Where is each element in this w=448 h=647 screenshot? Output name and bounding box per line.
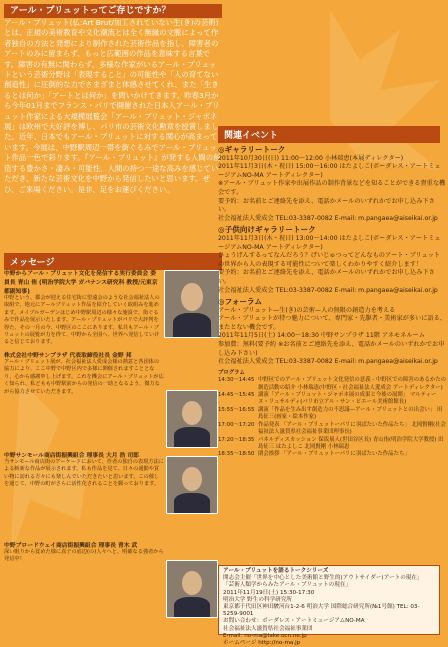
program-text: 作品発表 「アール・ブリュットーパリに羽ばたいた作品たち」 北岡賢剛(社会福祉法人滋賀県社会福祉事業団理事長)	[258, 421, 446, 436]
talk-line: 社会福祉法人滋賀県社会福祉事業団	[223, 625, 313, 632]
message-heading: メッセージ	[4, 253, 222, 270]
table-row	[218, 392, 446, 407]
program-time: 17:00〜17:20	[218, 421, 255, 428]
events-section	[218, 126, 446, 566]
event-body: 2011年11月3日(木・祝日) 13:00〜14:00 はたよしこ(ボーダレス・アートミュージアムNO-MA アートディレクター) ひょうげんするってなんだろう？げいじゅつってどんなものアート・ブリュットの世界から人の表現する可能性について楽しくわかりやすく紹介します！ 要予約：お名前とご連絡先を添え、電話かメールのいずれかでお申し込み下さい。 社会福祉法人愛成会 TEL:03-3387-0082 E-mail: m.pangaea@aiseikai.or.jp	[218, 234, 441, 294]
message-title: 中野ブロードウェイ商店街振興組合 理事長 青木 武	[4, 543, 138, 549]
program-time: 17:20〜18:35	[218, 436, 255, 443]
talk-line: 明治大学 野生の科学研究所	[223, 596, 292, 603]
event-body: アール・ブリュット—生(き)の芸術—人の無限の創造力を考える アール・ブリュットが持つ魅力について、専門家・先駆者・美術家が多いに語る、またとない機会です。 2011年11月5日(土) 14:00〜18:30 中野サンプラザ 11階 アネモネルーム 参加費：無料(要予約 ※お名前とご連絡先を添え、電話かメールのいずれかでお申し込み下さい) 社会福祉法人愛成会 TEL:03-3387-0082 E-mail: m.pangaea@aiseikai.or.jp	[218, 306, 446, 366]
message-entry	[4, 540, 164, 564]
talk-line: 「芸術人類学からみたアール・ブリュットの現在」	[223, 582, 351, 589]
table-row	[218, 407, 446, 422]
message-body: アール・ブリュット展が、社会福祉法人愛成会様の熱意と各団体の協力により、ここ中野で中野区内で多様に開催されますこととなり、心から感謝申し上げます。これを機会にアール・ブリュットが広く知られ、私どもも中野駅前からの発信の一助となるよう、微力ながら協力させていただきます。	[4, 359, 164, 395]
events-heading: 関連イベント	[218, 126, 440, 143]
message-entry	[4, 268, 160, 347]
event-item	[218, 226, 446, 295]
program-text: 中野区でのアール・ブリュット文化発信の意義 - 中野区での障害のあるかたの創造活動の紹介 小林瑞恵(中野区・社会福祉法人愛成会 アートディレクター)	[258, 377, 447, 391]
program-text: パネルディスカッション 保坂展人(世田谷区長) 青山侑(明治学院大学教授) 田島征三 はたよしこ 北岡賢剛 小林瑞恵	[258, 436, 444, 450]
message-title: 中野からアール・ブリュット文化を発信する実行委員会 委員長 青山 侑 (明治学院大学 ガバナンス研究科 教授/元東京都副知事)	[4, 271, 158, 295]
speaker-photo	[166, 390, 218, 448]
talk-line: E-mail: no-ma@lake.ocn.ne.jp	[223, 632, 307, 639]
message-entry	[4, 450, 164, 489]
speaker-photo	[166, 456, 218, 514]
program-text: 講演「作品を生み出す創造力の不思議—アール・ブリュットとの出会い」 田島征三(画家・絵本作家)	[258, 406, 443, 421]
program-text: 講演「アール・ブリュット・ジャポネ展の成果と今後の展開」 マルティーヌ・リュサルディ(パリ市立アル・サン・ピエール美術館館長)	[258, 392, 437, 406]
speaker-photo	[164, 270, 220, 338]
talk-line: 東京都千代田区神田駿河台1-2-6 明治大学 国際総合研究所(№1号館) TEL: 03-5259-9001	[223, 604, 420, 618]
table-row	[218, 422, 446, 437]
program-label: プログラム	[218, 369, 245, 376]
message-body: 当サンモール商店街のアーケードにおいて、作者の独自の表現方法による斬新な作品が展示されます。私も作品を見て、日々の通勤や買い物に訪れる方々にも楽しんでいただきたいと思います。この催しを通じて、中野の町がさらに活性化されることを願っております。	[4, 459, 164, 488]
talk-line: 開志会主催「世界を中心とした美術館と野生的(アウトサイダー)アートの現在」	[223, 575, 423, 582]
talk-line: お問い合わせ：ボーダレス・アートミュージアムNO-MA	[223, 618, 365, 625]
program-time: 18:35〜18:50	[218, 451, 255, 458]
program-text: 閉会挨拶 「アール・ブリュットーパリに羽ばたいた作品たち」	[258, 451, 410, 458]
table-row	[218, 377, 446, 392]
event-item	[218, 146, 446, 223]
talk-line: ホームページ http://no-ma.jp	[223, 640, 301, 647]
message-body: 深い眠りから覚めた様に真子の底辺(の)人々へと、明確なる強者から発信中！	[4, 549, 164, 563]
program-time: 14:45〜15:45	[218, 392, 255, 399]
intro-heading: アール・ブリュットってご存じですか？	[4, 4, 222, 18]
program-table	[218, 370, 446, 459]
talk-series-heading: アール・ブリュットを語るトークシリーズ	[223, 568, 329, 574]
message-title: 中野サンモール商店街振興組合 理事長 大月 浩 司郎	[4, 453, 139, 459]
talk-line: 2011年11月19日(土) 15:30-17:30	[223, 589, 315, 596]
message-title: 株式会社中野サンプラザ 代表取締役社長 金野 邦	[4, 353, 132, 359]
talk-series-box	[218, 565, 440, 647]
message-body: 中野という、都会が迎える住宅街に望遠会のような社会福祉法人の取組で、地元にアールブリュット作品を紹介していく取組みを進めます。メイブルガーデンはじめ中野駅周辺の様々な施設で、街ぐるみで作品を展示いたします。アール・ブリュットがパリで大評判を得た、その一月の今、中野区のここにあります。私共もアール・ブリュットの展覧が力を得て、中野から全国へ、世界へ発信していけると信じております。	[4, 295, 160, 346]
event-body: 2011年10月30日(日) 11:00〜12:00 小林瑞恵(本展ディレクター) 2011年11月3日(木・祝日) 15:00〜16:00 はたよしこ(ボーダレス・アートミュージアムNO-MA アートディレクター) ※アール・ブリュット作家や出展作品の制作背景などを知ることができる貴重な機会です。 要予約：お名前とご連絡先を添え、電話かメールのいずれかでお申し込み下さい。 社会福祉法人愛成会 TEL:03-3387-0082 E-mail: m.pangaea@aiseikai.or.jp	[218, 154, 446, 222]
program-time: 14:30〜14:45	[218, 377, 255, 384]
event-title: ◎フォーラム	[218, 297, 263, 307]
table-row	[218, 437, 446, 452]
intro-text: アール・ブリュット(仏:Art Brut/加工されていない生(き)の芸術)とは、正規の美術教育や文化潮流とは全く無縁の文脈によって作者独自の方法と発想により制作された芸術作品を指し、障害者のアートのみに留まらず、もっと広範囲の作品を意味する言葉です。障害の有無に関わらず、多様な作家がいるアール・ブリュットという芸術分野は「表現すること」の可能性や「人の育てない創造性」に圧倒的な力でさまざまと体感させてくれ、また「生きるとは何か」「アートとは何か」を問いかけてきます。昨春3月から今年01月までフランス・パリで開催された日本人アール・ブリュット作家による大規模展覧会「アール・ブリュット・ジャポネ展」は欧州で大好評を博し、パリ市の芸術文化勲章を授賞しました。近年、日本でもアール・ブリュットに対する関心が高まっています。今展は、中野駅周辺一帯を街ぐるみでアール・ブリュット作品一色で彩ります。『アール・ブリュット』が発する人間の創造する豊かさ・凄み・可能性、人間の持つ一途な高みを感じていただき、新たな芸術文化を中野から発信したいと思います。ぜひ、ご来場ください。是非、足をお運びください。	[4, 18, 221, 194]
event-item	[218, 298, 446, 367]
message-entry	[4, 350, 164, 396]
event-title: ◎子供向けギャラリートーク	[218, 225, 316, 235]
intro-section	[4, 6, 222, 195]
program-time: 15:55〜16:55	[218, 406, 255, 413]
event-title: ◎ギャラリートーク	[218, 145, 286, 154]
speaker-photo	[166, 560, 218, 618]
table-row	[218, 451, 446, 458]
